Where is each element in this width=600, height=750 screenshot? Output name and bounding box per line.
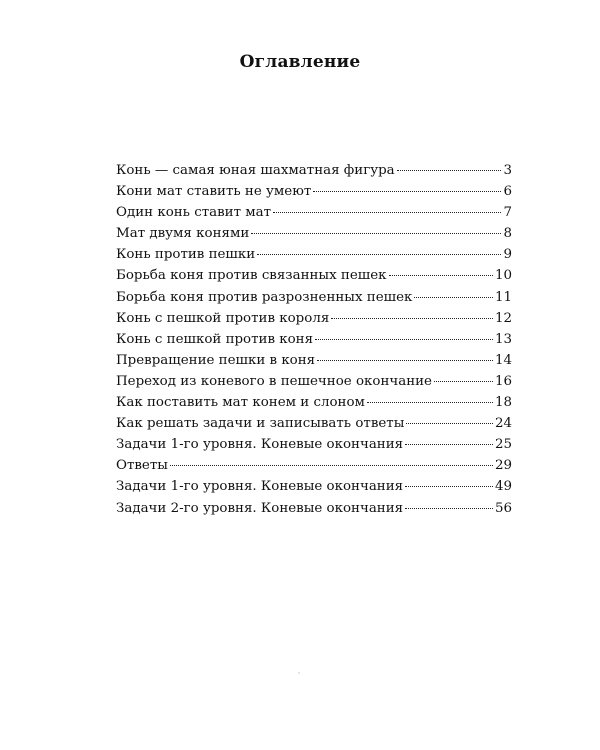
toc-page-number: 13 (494, 331, 512, 347)
toc-entry-title: Задачи 2-го уровня. Коневые окончания (116, 500, 404, 516)
toc-entry-title: Задачи 1-го уровня. Коневые окончания (116, 479, 404, 495)
toc-entry-title: Конь с пешкой против короля (116, 310, 330, 326)
table-of-contents (116, 160, 512, 519)
toc-page-number: 8 (503, 226, 512, 242)
toc-entry[interactable] (116, 181, 512, 202)
scan-speck (298, 672, 300, 674)
toc-entry-title: Как поставить мат конем и слоном (116, 395, 365, 411)
toc-page-number: 16 (494, 373, 512, 389)
toc-entry-title: Конь с пешкой против коня (116, 331, 314, 347)
toc-page-number: 7 (503, 205, 512, 221)
toc-entry[interactable] (116, 308, 512, 329)
toc-entry-title: Задачи 1-го уровня. Коневые окончания (116, 437, 404, 453)
toc-leader-dots (389, 275, 493, 276)
toc-page-number: 14 (494, 352, 512, 368)
toc-page-number: 11 (494, 289, 512, 305)
toc-page-number: 25 (494, 437, 512, 453)
toc-entry-title: Кони мат ставить не умеют (116, 184, 312, 200)
toc-leader-dots (315, 339, 493, 340)
toc-leader-dots (434, 381, 493, 382)
toc-page-number: 10 (494, 268, 512, 284)
toc-entry[interactable] (116, 434, 512, 455)
toc-entry-title: Как решать задачи и записывать ответы (116, 416, 405, 432)
toc-entry[interactable] (116, 476, 512, 497)
toc-page-number: 12 (494, 310, 512, 326)
toc-page-number: 6 (503, 184, 512, 200)
toc-leader-dots (405, 486, 493, 487)
toc-page-number: 49 (494, 479, 512, 495)
toc-leader-dots (397, 170, 502, 171)
toc-entry[interactable] (116, 329, 512, 350)
toc-leader-dots (405, 444, 493, 445)
toc-entry-title: Мат двумя конями (116, 226, 250, 242)
page-title: Оглавление (239, 52, 361, 72)
toc-entry-title: Превращение пешки в коня (116, 352, 316, 368)
toc-entry[interactable] (116, 413, 512, 434)
toc-leader-dots (367, 402, 493, 403)
toc-page-number: 18 (494, 395, 512, 411)
toc-leader-dots (313, 191, 501, 192)
toc-leader-dots (170, 465, 493, 466)
toc-entry[interactable] (116, 244, 512, 265)
toc-entry[interactable] (116, 223, 512, 244)
toc-entry-title: Один конь ставит мат (116, 205, 272, 221)
toc-leader-dots (257, 254, 501, 255)
toc-leader-dots (414, 297, 493, 298)
toc-entry[interactable] (116, 160, 512, 181)
toc-entry-title: Борьба коня против разрозненных пешек (116, 289, 413, 305)
toc-entry[interactable] (116, 202, 512, 223)
toc-entry[interactable] (116, 371, 512, 392)
toc-entry-title: Конь против пешки (116, 247, 256, 263)
toc-page-number: 29 (494, 458, 512, 474)
toc-leader-dots (251, 233, 501, 234)
toc-entry-title: Конь — самая юная шахматная фигура (116, 163, 395, 178)
toc-entry-title: Борьба коня против связанных пешек (116, 268, 387, 284)
toc-leader-dots (273, 212, 501, 213)
toc-entry[interactable] (116, 265, 512, 286)
toc-page-number: 3 (503, 163, 512, 178)
toc-entry[interactable] (116, 350, 512, 371)
toc-entry[interactable] (116, 455, 512, 476)
toc-entry[interactable] (116, 498, 512, 519)
toc-entry-title: Ответы (116, 458, 168, 474)
toc-leader-dots (317, 360, 493, 361)
toc-page-number: 24 (494, 416, 512, 432)
toc-leader-dots (405, 508, 493, 509)
toc-page-number: 56 (494, 500, 512, 516)
toc-entry-title: Переход из коневого в пешечное окончание (116, 373, 432, 389)
toc-leader-dots (331, 318, 493, 319)
toc-leader-dots (406, 423, 493, 424)
toc-page-number: 9 (503, 247, 512, 263)
toc-entry[interactable] (116, 287, 512, 308)
toc-entry[interactable] (116, 392, 512, 413)
